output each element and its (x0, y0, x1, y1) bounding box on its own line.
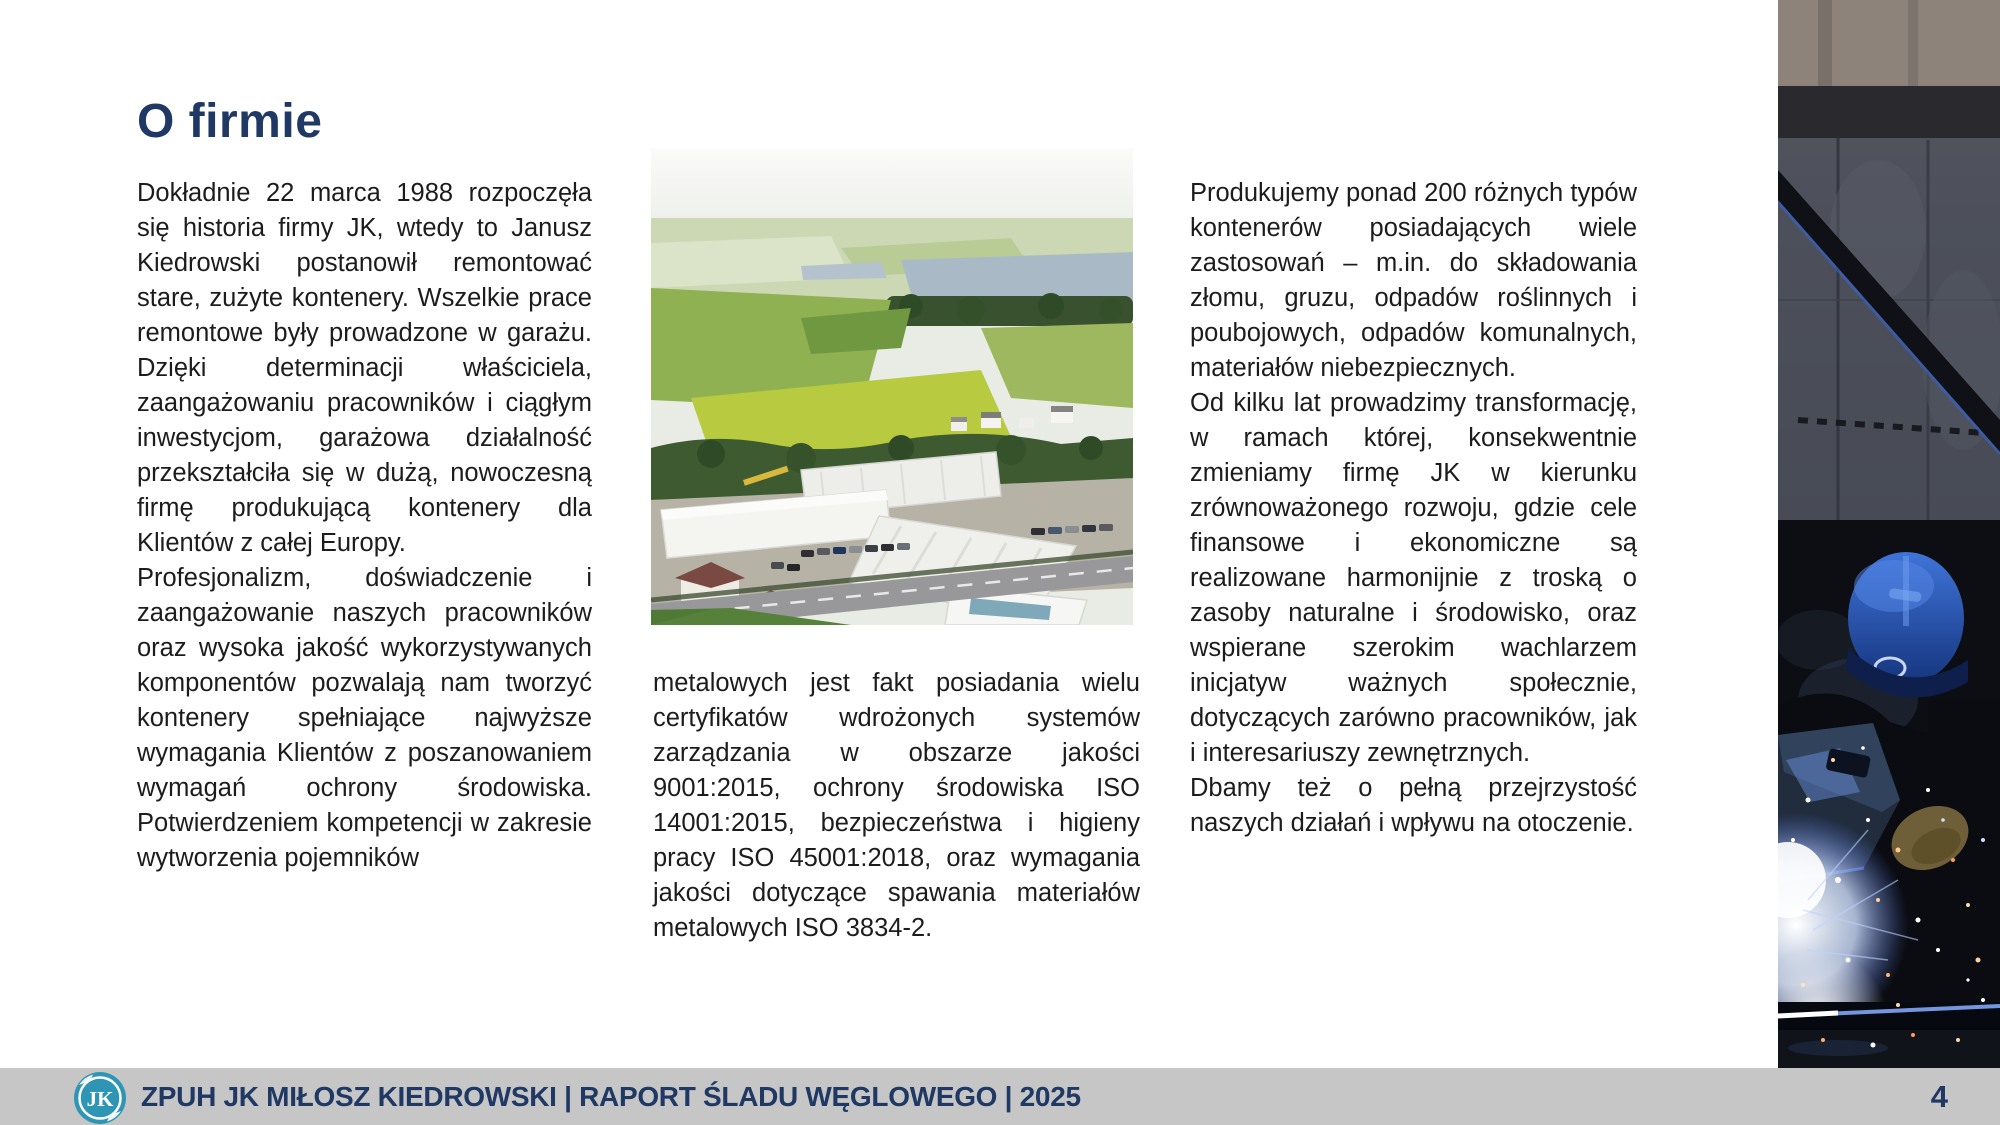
factory-aerial-photo (651, 148, 1133, 625)
paragraph: Profesjonalizm, doświadczenie i zaangażowanie naszych pracowników oraz wysoka jakość wykorzystywanych komponentów pozwalają nam tworzyć kontenery spełniające najwyższe wymagania Klientów z poszanowaniem wymagań ochrony środowiska. Potwierdzeniem kompetencji w zakresie wytworzenia pojemników (137, 564, 592, 872)
paragraph: Od kilku lat prowadzimy transformację, w ramach której, konsekwentnie zmieniamy firmę JK w kierunku zrównoważonego rozwoju, gdzie cele finansowe i ekonomiczne są realizowane harmonijnie z troską o zasoby naturalne i środowisko, oraz wspierane szerokim wachlarzem inicjatyw ważnych społecznie, dotyczących zarówno pracowników, jak i interesariuszy zewnętrznych. (1190, 389, 1637, 767)
paragraph: Produkujemy ponad 200 różnych typów kontenerów posiadających wiele zastosowań – m.in. do składowania złomu, gruzu, odpadów roślinnych i poubojowych, odpadów komunalnych, materiałów niebezpiecznych. (1190, 179, 1637, 382)
page-number: 4 (1930, 1078, 1948, 1114)
footer-bar (0, 1068, 2000, 1125)
paragraph: Dbamy też o pełną przejrzystość naszych działań i wpływu na otoczenie. (1190, 774, 1637, 837)
footer-brand-text: ZPUH JK MIŁOSZ KIEDROWSKI | RAPORT ŚLADU WĘGLOWEGO | 2025 (141, 1080, 1081, 1112)
welder-photo (1778, 0, 2000, 1068)
page-title: O firmie (137, 95, 323, 149)
text-column-3 (1190, 176, 1637, 841)
jk-company-logo (73, 1071, 127, 1125)
text-column-1 (137, 176, 592, 876)
text-column-2 (653, 666, 1140, 946)
jk-logo-text: JK (86, 1087, 114, 1111)
paragraph: metalowych jest fakt posiadania wielu certyfikatów wdrożonych systemów zarządzania w obszarze jakości 9001:2015, ochrony środowiska ISO 14001:2015, bezpieczeństwa i higieny pracy ISO 45001:2018, oraz wymagania jakości dotyczące spawania materiałów metalowych ISO 3834-2. (653, 669, 1140, 942)
paragraph: Dokładnie 22 marca 1988 rozpoczęła się historia firmy JK, wtedy to Janusz Kiedrowski postanowił remontować stare, zużyte kontenery. Wszelkie prace remontowe były prowadzone w garażu. Dzięki determinacji właściciela, zaangażowaniu pracowników i ciągłym inwestycjom, garażowa działalność przekształciła się w dużą, nowoczesną firmę produkującą kontenery dla Klientów z całej Europy. (137, 179, 592, 557)
